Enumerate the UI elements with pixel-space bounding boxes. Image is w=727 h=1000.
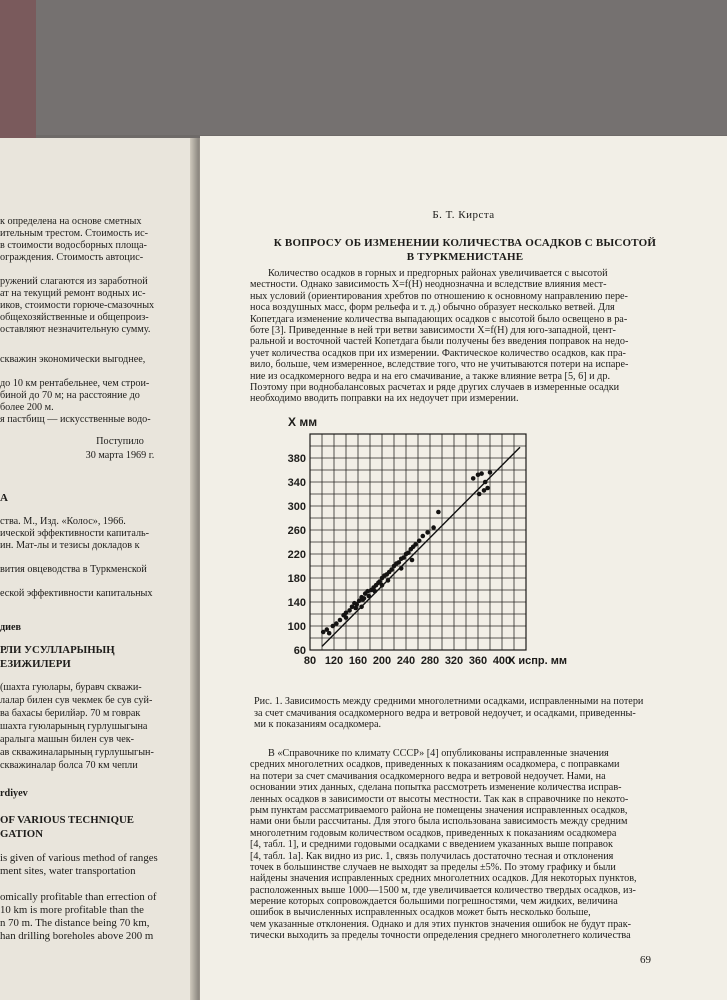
paragraph-1 — [250, 268, 705, 405]
text-line: более 200 м. — [0, 402, 54, 413]
text-line: средних многолетних осадков, приведенных к показаниям осадкомера, с поправками — [250, 759, 620, 771]
text-line: к определена на основе сметных — [0, 216, 142, 227]
text-line: шахта гуюларының гурлушыгына — [0, 721, 148, 732]
text-line — [0, 552, 153, 564]
x-tick-label: 400 — [492, 655, 512, 667]
text-line: omically profitable than errection of — [0, 891, 157, 903]
chart-points — [321, 470, 492, 635]
y-tick-label: 100 — [287, 621, 306, 633]
text-line: на потери за счет смачивания осадкомерного ведра и ветровой недоучет. Нами, на — [250, 770, 606, 782]
data-point — [334, 621, 339, 626]
x-tick-label: 200 — [372, 655, 392, 667]
x-tick-label: 160 — [348, 655, 368, 667]
text-line: ружений слагаются из заработной — [0, 276, 148, 287]
data-point — [399, 566, 404, 571]
data-point — [380, 583, 385, 588]
text-line — [0, 366, 151, 378]
data-point — [367, 594, 372, 599]
data-point — [483, 480, 488, 485]
text-line: аралыга машын билен сув чек- — [0, 734, 135, 745]
data-point — [436, 510, 441, 515]
text-line: основании этих данных, сделана попытка рассмотреть изменение количества исправ- — [250, 782, 622, 794]
article-author: Б. Т. Кирста — [432, 209, 495, 221]
section-letter: А — [0, 492, 8, 504]
text-line: ительным трестом. Стоимость ис- — [0, 228, 149, 239]
article-title — [220, 236, 710, 264]
text-line — [0, 264, 154, 276]
text-line — [0, 576, 153, 588]
references — [0, 516, 153, 600]
y-axis-label: X мм — [288, 415, 318, 429]
left-page — [0, 138, 195, 1000]
text-line: боте [3]. Приведенные в ней три ветви зависимости X=f(H) для юго-западной, цент- — [250, 324, 616, 336]
text-line: я пастбищ — искусственные водо- — [0, 414, 151, 425]
text-line: мерение которых сопровождается большими погрешностями, чем жидких, величина — [250, 896, 618, 908]
text-line: необходимо вводить поправки на их недоучет при измерении. — [250, 393, 519, 405]
text-line: OF VARIOUS TECHNIQUE — [0, 814, 134, 826]
text-line: ической эффективности капиталь- — [0, 528, 150, 539]
text-line — [0, 878, 158, 891]
text-line: Количество осадков в горных и предгорных районах увеличивается с высотой — [268, 268, 608, 279]
text-line: В «Справочнике по климату СССР» [4] опубликованы исправленные значения — [268, 748, 609, 759]
text-line: общехозяйственные и общепроиз- — [0, 312, 149, 323]
text-line: учет количества осадков при их измерении. Фактическое количество осадков, как пра- — [250, 347, 626, 359]
text-line: ва бахасы берилйәр. 70 м говрак — [0, 708, 141, 719]
text-line: чем указанные отклонения. Однако и для этих пунктов значения ошибок не будут прак- — [250, 918, 632, 930]
text-line: в стоимости водосборных площа- — [0, 240, 147, 251]
data-point — [344, 615, 349, 620]
right-page — [200, 136, 727, 1000]
text-line: рым пунктам рассматриваемого района не помещены значения исправленных осадков, — [250, 804, 628, 816]
text-line: найдены значения исправленных средних многолетних осадков. Для некоторых пунктов, — [250, 873, 637, 885]
text-line: до 10 км рентабельнее, чем строи- — [0, 378, 150, 389]
text-line: В ТУРКМЕНИСТАНЕ — [406, 251, 524, 263]
y-tick-label: 260 — [287, 525, 306, 537]
text-line: К ВОПРОСУ ОБ ИЗМЕНЕНИИ КОЛИЧЕСТВА ОСАДКОВ С ВЫСОТОЙ — [273, 237, 657, 249]
text-line: is given of various method of ranges — [0, 852, 158, 864]
data-point — [417, 539, 422, 544]
y-tick-label: 180 — [287, 573, 306, 585]
figure-caption — [254, 696, 704, 731]
text-line: ние из осадкомерного ведра и на его смачивание, а также влияние ветра [5, 6] и др. — [250, 370, 610, 382]
page-number: 69 — [640, 954, 651, 966]
data-point — [425, 530, 430, 535]
text-line: тически выходить за пределы точности определения среднего многолетнего количества — [250, 930, 631, 942]
text-line: местности. Однако зависимость X=f(H) неоднозначна и вследствие влияния мест- — [250, 279, 607, 291]
data-point — [362, 596, 367, 601]
y-tick-label: 60 — [293, 645, 306, 657]
text-line: многолетним годовым количеством осадков, приведенных к показаниям осадкомера — [250, 827, 617, 839]
data-point — [477, 492, 482, 497]
text-line: n 70 m. The distance being 70 km, — [0, 917, 150, 929]
text-line: ограждения. Стоимость автоцис- — [0, 252, 144, 263]
x-tick-label: 240 — [396, 655, 416, 667]
text-line: скважиналар болса 70 км чепли — [0, 760, 138, 771]
text-line: Рис. 1. Зависимость между средними многолетними осадками, исправленными на потери — [254, 696, 644, 707]
summary-tm — [0, 682, 154, 773]
x-tick-label: 120 — [324, 655, 344, 667]
data-point — [410, 558, 415, 563]
summary-en — [0, 852, 158, 943]
paragraph-2 — [250, 748, 705, 942]
text-line: han drilling boreholes above 200 m — [0, 930, 154, 942]
y-tick-label: 380 — [287, 453, 306, 465]
text-line: Поступило — [96, 436, 144, 447]
text-line: ми к показаниям осадкомера. — [254, 719, 382, 731]
data-point — [359, 605, 364, 610]
y-tick-label: 140 — [287, 597, 306, 609]
text-line: оставляют незначительную сумму. — [0, 324, 151, 335]
author-tm: диев — [0, 622, 22, 633]
text-line: 30 марта 1969 г. — [85, 450, 155, 461]
text-line: за счет смачивания осадкомерного ведра и ветровой недоучет, и осадками, приведенны- — [254, 707, 636, 719]
text-line: ных условий (ориентирования хребтов по отношению к основному направлению пере- — [250, 290, 628, 302]
data-point — [421, 534, 426, 539]
text-line: носа воздушных масс, форм рельефа и т. д.) обычно образует несколько ветвей. Для — [250, 302, 615, 314]
text-line: еской эффективности капитальных — [0, 588, 153, 599]
text-line: биной до 70 м; на расстояние до — [0, 390, 140, 401]
data-point — [488, 470, 493, 475]
data-point — [431, 525, 436, 530]
x-tick-label: 280 — [420, 655, 440, 667]
text-line: вития овцеводства в Туркменской — [0, 564, 147, 575]
received-date — [60, 436, 180, 464]
text-line: Поэтому при воднобалансовых расчетах и ряде других случаев в измеренные осадки — [250, 381, 620, 393]
book-cover-edge — [0, 0, 36, 140]
text-line: [4, табл. 1], и средними годовыми осадками с введением указанных выше поправок — [250, 839, 613, 851]
text-line: 10 km is more profitable than the — [0, 904, 144, 916]
data-point — [471, 476, 476, 481]
data-point — [386, 578, 391, 583]
x-tick-label: 360 — [468, 655, 488, 667]
left-text-mid — [0, 354, 151, 426]
x-tick-label: 320 — [444, 655, 464, 667]
text-line: ат на текущий ремонт водных ис- — [0, 288, 146, 299]
text-line: расположенных выше 1000—1500 м, где увеличивается количество твердых осадков, из- — [250, 884, 636, 896]
data-point — [373, 589, 378, 594]
text-line: ленных осадков в зависимости от высоты местности. Так как в справочнике по некото- — [250, 793, 629, 805]
scanner-background — [0, 0, 727, 135]
text-line: ства. М., Изд. «Колос», 1966. — [0, 516, 126, 527]
text-line: ин. Мат-лы и тезисы докладов к — [0, 540, 140, 551]
scatter-chart — [280, 414, 568, 686]
data-point — [485, 486, 490, 491]
text-line: нами они были рассчитаны. Для этого была использована зависимость между средним — [250, 816, 628, 828]
text-line: ав скважиналарының гурлушыгын- — [0, 747, 154, 758]
data-point — [479, 471, 484, 476]
text-line: ЕЗИЖИЛЕРИ — [0, 658, 71, 670]
text-line: лалар билен сув чекмек бе сув суй- — [0, 695, 153, 706]
text-line: (шахта гуюлары, буравч скважи- — [0, 682, 142, 693]
text-line: РЛИ УСУЛЛАРЫНЫҢ — [0, 644, 115, 656]
text-line: ошибок в вычисленных исправленных осадков может быть несколько больше, — [250, 907, 591, 919]
data-point — [353, 606, 358, 611]
title-tm — [0, 644, 115, 672]
data-point — [327, 631, 332, 636]
x-tick-label: 80 — [303, 655, 317, 667]
y-tick-label: 340 — [287, 477, 306, 489]
text-line: ment sites, water transportation — [0, 865, 136, 877]
text-line: Копетдага изменение количества выпадающих осадков с высотой было освещено в ра- — [250, 313, 628, 325]
text-line: GATION — [0, 828, 43, 840]
text-line: иков, стоимости горюче-смазочных — [0, 300, 155, 311]
left-text-top — [0, 216, 154, 336]
text-line: точек в большинстве случаев не выходят за пределы ±5%. По этому графику и были — [250, 861, 616, 873]
data-point — [338, 618, 343, 623]
text-line: ральной и восточной частей Копетдага были получены без введения поправок на недо- — [250, 336, 629, 348]
x-axis-label: X испр. мм — [508, 655, 568, 667]
text-line: [4, табл. 1а]. Как видно из рис. 1, связь получилась достаточно тесная и отклонения — [250, 850, 614, 862]
data-point — [413, 542, 418, 547]
y-tick-label: 300 — [287, 501, 306, 513]
text-line: скважин экономически выгоднее, — [0, 354, 146, 365]
y-tick-label: 220 — [287, 549, 306, 561]
author-en: rdiyev — [0, 788, 28, 799]
title-en — [0, 814, 134, 842]
text-line: вило, больше, чем измеренное, вследствие того, что не учитываются потери на испаре- — [250, 359, 629, 371]
